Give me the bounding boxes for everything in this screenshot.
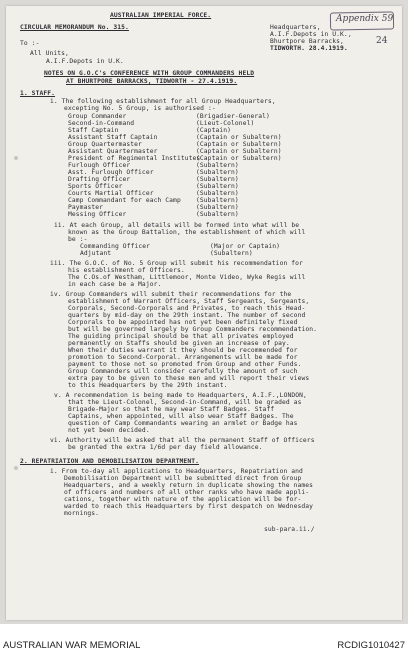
- paragraph-line: question of Camp Commandants wearing an armlet or Badge has: [68, 420, 298, 427]
- paragraph-line: in each case be a Major.: [68, 281, 162, 288]
- establishment-role: Asst. Furlough Officer: [68, 169, 154, 176]
- paragraph-line: payment to those not so promoted from Group and other Funds.: [68, 361, 302, 368]
- establishment-rank: (Captain or Subaltern): [196, 141, 282, 148]
- archive-name: AUSTRALIAN WAR MEMORIAL: [3, 640, 141, 651]
- paragraph-line: permanently on Staffs should be given an increase of pay.: [68, 340, 290, 347]
- paragraph-line: i. The following establishment for all Group Headquarters,: [50, 98, 276, 105]
- establishment-role: Second-in-Command: [68, 120, 135, 127]
- battalion-role: Adjutant: [80, 250, 112, 257]
- paragraph-line: excepting No. 5 Group, is authorised :-: [64, 105, 216, 112]
- hq-line: Headquarters,: [270, 24, 321, 31]
- establishment-rank: (Captain or Subaltern): [196, 134, 282, 141]
- paragraph-line: Captains, when appointed, will also wear Staff Badges. The: [68, 413, 294, 420]
- paragraph-line: iii. The G.O.C. of No. 5 Group will submit his recommendation for: [50, 260, 303, 267]
- paragraph-line: Corporals to be appointed has not yet been definitely fixed: [68, 319, 298, 326]
- establishment-rank: (Captain or Subaltern): [196, 148, 282, 155]
- continuation-note: sub-para.ii./: [264, 526, 315, 533]
- battalion-rank: (Subaltern): [210, 250, 253, 257]
- establishment-rank: (Brigadier-General): [196, 113, 270, 120]
- section-heading-staff: 1. STAFF.: [20, 90, 56, 97]
- establishment-role: Sports Officer: [68, 183, 123, 190]
- punch-hole: [14, 466, 18, 470]
- establishment-rank: (Subaltern): [196, 197, 239, 204]
- document-title: AUSTRALIAN IMPERIAL FORCE.: [110, 12, 212, 19]
- establishment-role: Staff Captain: [68, 127, 119, 134]
- notes-heading-line: AT BHURTPORE BARRACKS, TIDWORTH - 27.4.1919.: [66, 78, 238, 85]
- appendix-annotation: Appendix 59: [336, 14, 394, 24]
- paragraph-line: vi. Authority will be asked that all the permanent Staff of Officers: [50, 437, 315, 444]
- to-label: To :-: [20, 40, 40, 47]
- establishment-role: Group Commander: [68, 113, 127, 120]
- paragraph-line: be :-: [68, 236, 88, 243]
- hq-date-line: TIDWORTH. 28.4.1919.: [270, 45, 348, 52]
- paragraph-line: iv. Group Commanders will submit their recommendations for the: [50, 291, 292, 298]
- establishment-rank: (Subaltern): [196, 204, 239, 211]
- recipient-line: All Units,: [30, 50, 69, 57]
- paragraph-line: Corporals, Second-Corporals and Privates, to reach this Head-: [68, 305, 306, 312]
- paragraph-line: The guiding principal should be that all privates employed: [68, 333, 294, 340]
- paragraph-line: The C.Os.of Westham, Littlemoor, Monte Video, Wyke Regis will: [68, 274, 306, 281]
- battalion-role: Commanding Officer: [80, 243, 151, 250]
- punch-hole: [14, 156, 18, 160]
- paragraph-line: of officers and numbers of all other ranks who have made appli-: [64, 489, 310, 496]
- section-heading-repatriation: 2. REPATRIATION AND DEMOBILISATION DEPARTMENT.: [20, 458, 199, 465]
- paragraph-line: but will be governed largely by Group Commanders recommendation.: [68, 326, 318, 333]
- paragraph-line: promotion to Second-Corporal. Arrangements will be made for: [68, 354, 298, 361]
- establishment-role: Camp Commandant for each Camp: [68, 197, 181, 204]
- notes-heading-line: NOTES ON G.O.C's CONFERENCE WITH GROUP COMMANDERS HELD: [44, 70, 255, 77]
- establishment-rank: (Captain or Subaltern): [196, 155, 282, 162]
- hq-line: A.I.F.Depots in U.K.,: [270, 31, 352, 38]
- paragraph-line: When their duties warrant it they should be recommended for: [68, 347, 298, 354]
- paragraph-line: Group Commanders will consider carefully the amount of such: [68, 368, 298, 375]
- paragraph-line: known as the Group Battalion, the establishment of which will: [68, 229, 306, 236]
- memo-paper: [6, 6, 402, 620]
- establishment-rank: (Lieut-Colonel): [196, 120, 255, 127]
- paragraph-line: cations, together with nature of the application will be for-: [64, 496, 302, 503]
- establishment-role: Assistant Staff Captain: [68, 134, 158, 141]
- establishment-rank: (Subaltern): [196, 169, 239, 176]
- paragraph-line: establishment of Warrant Officers, Staff Sergeants, Sergeants,: [68, 298, 310, 305]
- paragraph-line: be granted the extra 1/6d per day field allowance.: [68, 444, 263, 451]
- paragraph-line: not yet been decided.: [68, 427, 150, 434]
- paragraph-line: warded to reach this Headquarters by first despatch on Wednesday: [64, 503, 314, 510]
- paragraph-line: Demobilisation Department will be submitted direct from Group: [64, 475, 302, 482]
- hq-line: Bhurtpore Barracks,: [270, 38, 344, 45]
- establishment-role: Group Quartermaster: [68, 141, 142, 148]
- paragraph-line: quarters by mid-day on the 29th instant. The number of second: [68, 312, 306, 319]
- establishment-role: Drafting Officer: [68, 176, 131, 183]
- establishment-role: Assistant Quartermaster: [68, 148, 158, 155]
- battalion-rank: (Major or Captain): [210, 243, 281, 250]
- memo-number: CIRCULAR MEMORANDUM No. 315.: [20, 24, 129, 31]
- establishment-rank: (Captain): [196, 127, 232, 134]
- paragraph-line: to this Headquarters by the 29th instant.: [68, 382, 228, 389]
- archive-reference: RCDIG1010427: [337, 640, 405, 651]
- establishment-role: Courts Martial Officer: [68, 190, 154, 197]
- paragraph-line: that the Lieut-Colonel, Second-in-Command, will be graded as: [68, 399, 302, 406]
- page-number: 24: [376, 36, 388, 46]
- establishment-role: Messing Officer: [68, 211, 127, 218]
- establishment-rank: (Subaltern): [196, 176, 239, 183]
- paragraph-line: i. From to-day all applications to Headquarters, Repatriation and: [50, 468, 303, 475]
- recipient-line: A.I.F.Depots in U.K.: [46, 58, 124, 65]
- archive-footer: [0, 624, 408, 654]
- paragraph-line: mornings.: [64, 510, 100, 517]
- establishment-role: President of Regimental Institutes: [68, 155, 201, 162]
- establishment-role: Paymaster: [68, 204, 104, 211]
- establishment-rank: (Subaltern): [196, 211, 239, 218]
- paragraph-line: extra pay to be given to these men and will report their views: [68, 375, 310, 382]
- establishment-rank: (Subaltern): [196, 190, 239, 197]
- establishment-role: Furlough Officer: [68, 162, 131, 169]
- paragraph-line: Brigade-Major so that he may wear Staff Badges. Staff: [68, 406, 275, 413]
- paragraph-line: Headquarters, and a weekly return in duplicate showing the names: [64, 482, 314, 489]
- paragraph-line: ii. At each Group, all details will be formed into what will be: [54, 222, 300, 229]
- establishment-rank: (Subaltern): [196, 183, 239, 190]
- paragraph-line: v. A recommendation is being made to Headquarters, A.I.F.,LONDON,: [54, 392, 307, 399]
- paragraph-line: his establishment of Officers.: [68, 267, 185, 274]
- establishment-rank: (Subaltern): [196, 162, 239, 169]
